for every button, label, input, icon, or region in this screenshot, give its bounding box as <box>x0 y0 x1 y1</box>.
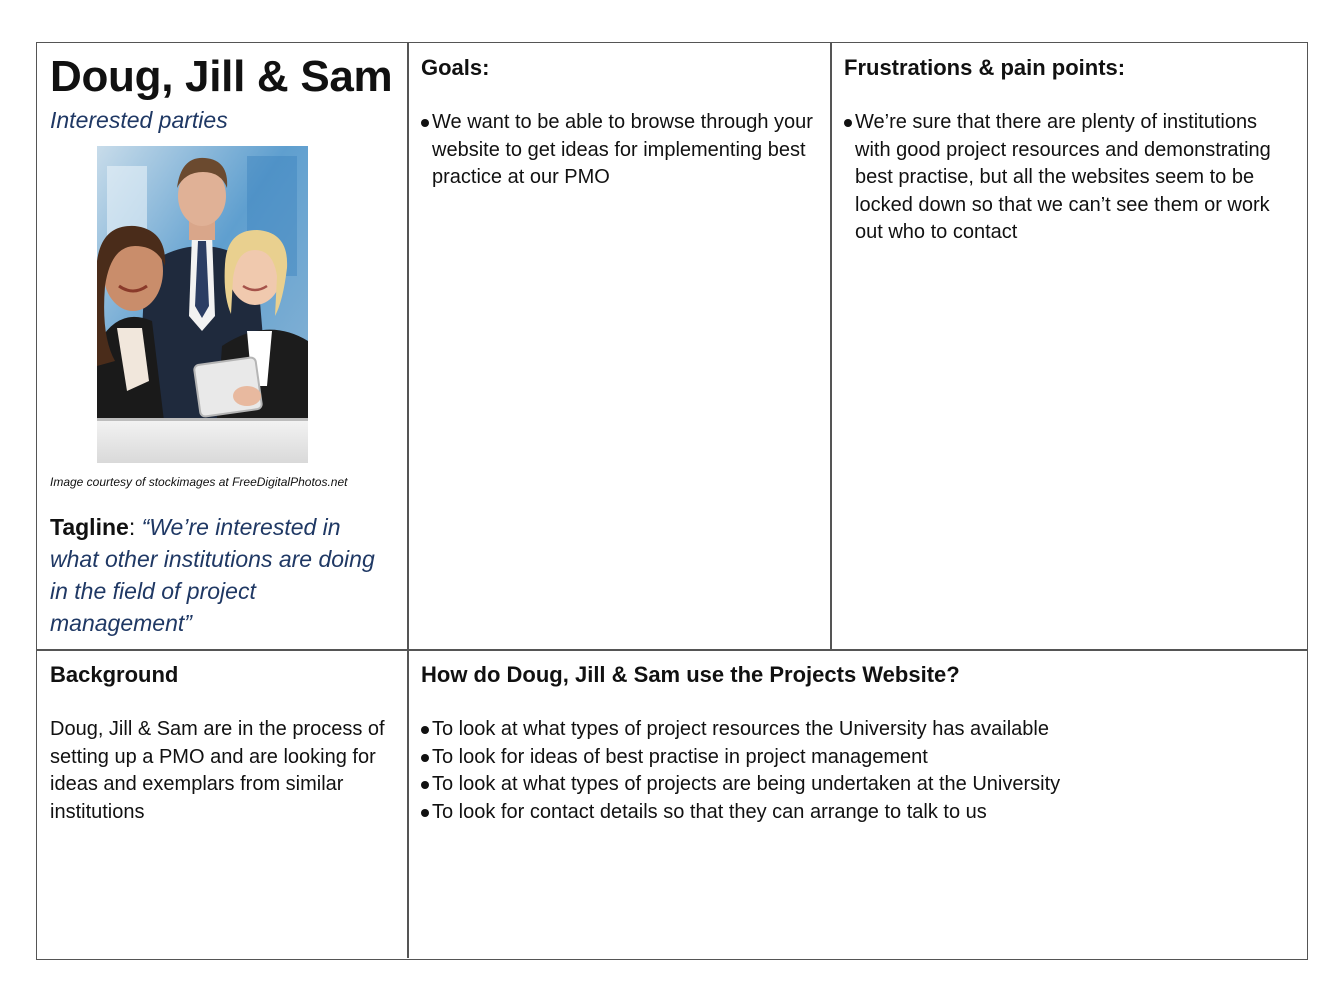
persona-photo <box>97 146 308 463</box>
usage-heading: How do Doug, Jill & Sam use the Projects Website? <box>421 662 960 687</box>
persona-subtitle: Interested parties <box>50 106 228 133</box>
frustrations-cell <box>831 43 1307 649</box>
goals-list <box>421 109 817 192</box>
goals-heading: Goals: <box>421 55 490 80</box>
persona-name: Doug, Jill & Sam <box>50 52 393 101</box>
image-credit: Image courtesy of stockimages at FreeDigitalPhotos.net <box>50 474 348 489</box>
usage-item: To look for contact details so that they can arrange to talk to us <box>421 799 1294 827</box>
background-cell <box>37 650 407 958</box>
tagline <box>50 511 394 639</box>
frustrations-item: We’re sure that there are plenty of institutions with good project resources and demonstrating best practise, but all the websites seem to be locked down so that we can’t see them or work out who to contact <box>844 109 1294 247</box>
tagline-label: Tagline <box>50 513 129 540</box>
background-text: Doug, Jill & Sam are in the process of setting up a PMO and are looking for ideas and exemplars from similar institutions <box>50 718 385 823</box>
background-heading: Background <box>50 662 179 687</box>
tagline-quote: “We’re interested in what other institutions are doing in the field of project management” <box>50 513 375 636</box>
usage-item: To look at what types of projects are being undertaken at the University <box>421 771 1294 799</box>
usage-item: To look for ideas of best practise in project management <box>421 744 1294 772</box>
persona-table <box>36 42 1308 960</box>
frustrations-list <box>844 109 1294 247</box>
usage-cell <box>408 650 1307 958</box>
tagline-separator: : <box>128 513 142 540</box>
usage-list <box>421 716 1294 826</box>
frustrations-heading: Frustrations & pain points: <box>844 55 1126 80</box>
usage-item: To look at what types of project resources the University has available <box>421 716 1294 744</box>
goals-cell <box>408 43 830 649</box>
persona-cell <box>37 43 407 649</box>
goals-item: We want to be able to browse through your website to get ideas for implementing best practice at our PMO <box>421 109 817 192</box>
